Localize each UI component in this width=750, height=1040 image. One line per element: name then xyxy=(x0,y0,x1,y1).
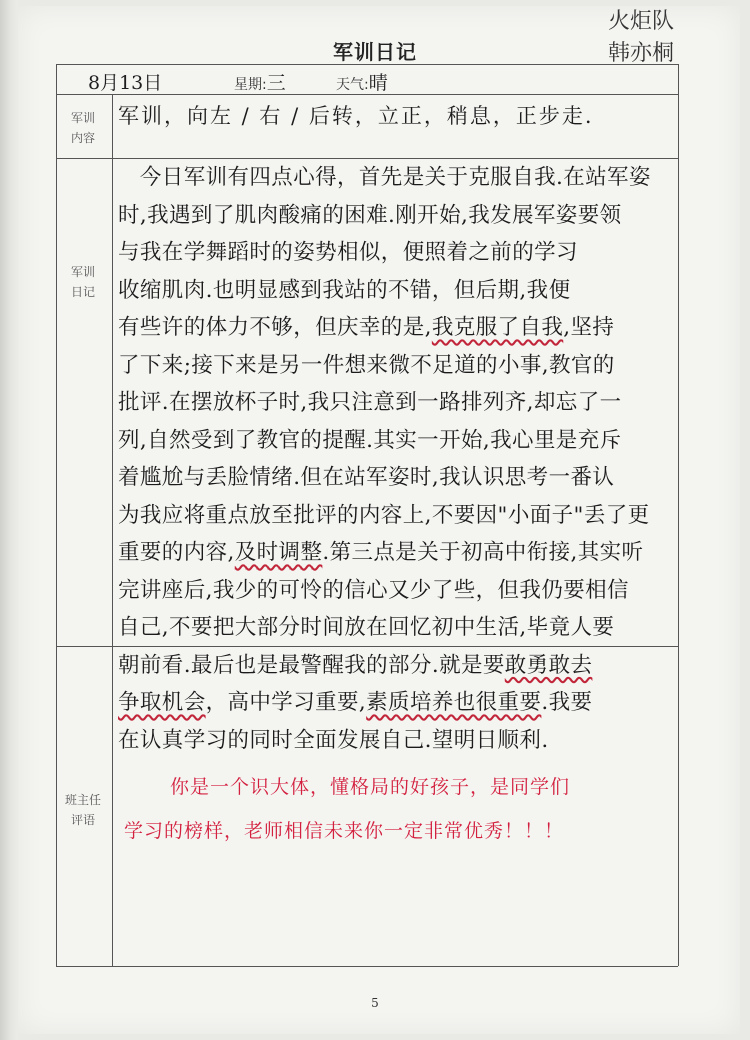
teacher-comment-line: 学习的榜样，老师相信未来你一定非常优秀！！！ xyxy=(124,820,565,842)
underlined-phrase: 敢勇敢去 xyxy=(504,652,593,678)
diary-line xyxy=(118,310,688,348)
table-border-top xyxy=(56,64,678,65)
table-border-left xyxy=(56,64,57,966)
page-title: 军训日记 xyxy=(333,40,417,64)
content-row-divider xyxy=(56,158,678,159)
content-label-line2: 内容 xyxy=(70,131,95,145)
team-label: 火炬队 xyxy=(608,9,675,34)
diary-line-text: .我要 xyxy=(541,690,593,715)
diary-line-text: 有些许的体力不够，但庆幸的是, xyxy=(118,315,432,340)
diary-line: 在认真学习的同时全面发展自己.望明日顺利. xyxy=(118,727,549,753)
diary-line: 时,我遇到了肌肉酸痛的困难.刚开始,我发展军姿要领 xyxy=(118,202,622,228)
teacher-comment-line: 你是一个识大体，懂格局的好孩子，是同学们 xyxy=(170,776,571,798)
training-content-text: 军训，向左 / 右 / 后转，立正，稍息，正步走. xyxy=(118,104,594,128)
diary-label-line1: 军训 xyxy=(70,265,95,279)
student-name: 韩亦桐 xyxy=(608,41,675,66)
diary-line: 完讲座后,我少的可怜的信心又少了些，但我仍要相信 xyxy=(118,577,629,603)
diary-line: 收缩肌肉.也明显感到我站的不错，但后期,我便 xyxy=(118,277,571,303)
book-binding xyxy=(0,0,18,1040)
diary-line: 与我在学舞蹈时的姿势相似，便照着之前的学习 xyxy=(118,240,578,265)
weather-value: 晴 xyxy=(368,72,388,94)
diary-line: 列,自然受到了教官的提醒.其实一开始,我心里是充斥 xyxy=(118,427,622,453)
weather-label: 天气: xyxy=(336,77,369,93)
weather-field xyxy=(336,68,388,95)
diary-line: 今日军训有四点心得，首先是关于克服自我.在站军姿 xyxy=(118,165,651,190)
diary-line: 批评.在摆放杯子时,我只注意到一路排列齐,却忘了一 xyxy=(118,390,622,415)
label-column-divider xyxy=(112,94,113,966)
diary-line-text: ，高中学习重要, xyxy=(205,690,367,715)
date-value: 8月13日 xyxy=(88,72,163,94)
underlined-phrase: 我克服了自我 xyxy=(431,315,564,340)
underlined-phrase: 争取机会 xyxy=(118,690,206,715)
diary-line: 了下来;接下来是另一件想来微不足道的小事,教官的 xyxy=(118,352,615,378)
weekday-label: 星期: xyxy=(234,77,267,93)
diary-line-text: .第三点是关于初高中衔接,其实听 xyxy=(322,540,644,565)
diary-line: 自己,不要把大部分时间放在回忆初中生活,毕竟人要 xyxy=(118,615,615,640)
team-name-handwritten xyxy=(608,6,674,70)
page-number: 5 xyxy=(371,996,379,1010)
teacher-label-line2: 评语 xyxy=(70,813,95,827)
diary-line: 为我应将重点放至批评的内容上,不要因"小面子"丢了更 xyxy=(118,502,650,528)
content-row-label xyxy=(56,108,110,148)
diary-line-text: 朝前看.最后也是最警醒我的部分.就是要 xyxy=(118,652,505,678)
diary-text xyxy=(118,160,688,760)
diary-line-text: 重要的内容, xyxy=(118,540,235,565)
diary-label-line2: 日记 xyxy=(70,285,95,299)
content-label-line1: 军训 xyxy=(70,111,95,125)
underlined-phrase: 素质培养也很重要 xyxy=(366,690,542,715)
underlined-phrase: 及时调整 xyxy=(234,540,323,565)
diary-line xyxy=(118,535,688,573)
diary-line xyxy=(118,648,688,686)
table-border-bottom xyxy=(56,966,678,967)
diary-line-text: ,坚持 xyxy=(563,315,615,340)
diary-line xyxy=(118,685,688,723)
teacher-row-label xyxy=(56,790,110,830)
teacher-label-line1: 班主任 xyxy=(64,793,101,807)
weekday-field xyxy=(234,68,286,95)
diary-line: 着尴尬与丢脸情绪.但在站军姿时,我认识思考一番认 xyxy=(118,465,615,490)
date-field xyxy=(88,68,162,95)
weekday-value: 三 xyxy=(266,72,286,94)
diary-row-label xyxy=(56,262,110,302)
